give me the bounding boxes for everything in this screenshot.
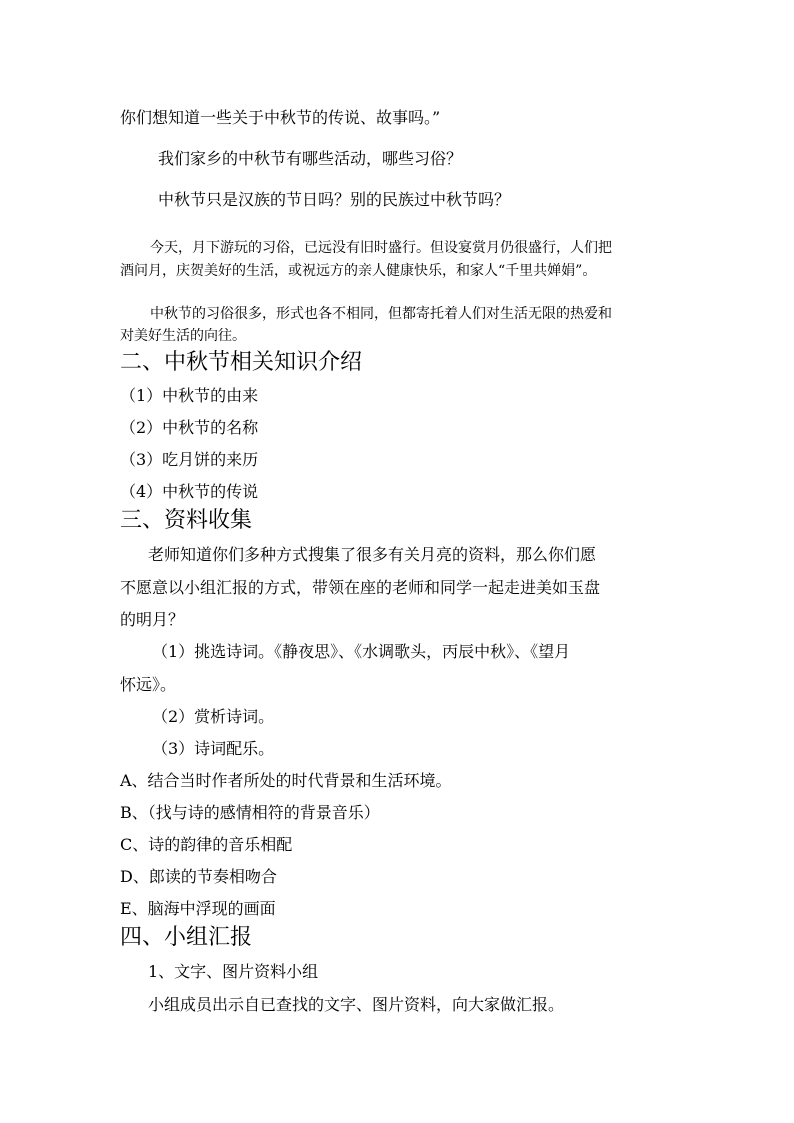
section-4-heading: 四、小组汇报 [120,925,253,950]
section-3-paragraph-line-2: 不愿意以小组汇报的方式，带领在座的老师和同学一起走进美如玉盘 [120,578,601,597]
section-2-item: （4）中秋节的传说 [120,482,259,501]
step-3: （3）诗词配乐。 [152,739,275,758]
section-3-paragraph-line-1: 老师知道你们多种方式搜集了很多有关月亮的资料，那么你们愿 [148,545,597,564]
paragraph-2-line-2: 对美好生活的向往。 [120,328,246,344]
paragraph-1-line-1: 今天，月下游玩的习俗，已远没有旧时盛行。但设宴赏月仍很盛行，人们把 [150,240,612,256]
intro-line: 你们想知道一些关于中秋节的传说、故事吗。” [120,108,441,127]
paragraph-2-line-1: 中秋节的习俗很多，形式也各不相同，但都寄托着人们对生活无限的热爱和 [150,306,612,322]
section-4-text: 小组成员出示自已查找的文字、图片资料，向大家做汇报。 [148,995,565,1014]
section-2-item: （2）中秋节的名称 [120,418,259,437]
option-b: B、（找与诗的感情相符的背景音乐） [120,803,380,822]
option-d: D、郎读的节奏相吻合 [120,867,277,886]
option-e: E、脑海中浮现的画面 [120,899,276,918]
option-c: C、诗的韵律的音乐相配 [120,835,293,854]
step-1-line-1: （1）挑选诗词。《静夜思》、《水调歌头，丙辰中秋》、《望月 [152,642,571,661]
section-2-item: （1）中秋节的由来 [120,386,259,405]
section-2-item: （3）吃月饼的来历 [120,450,259,469]
option-a: A、结合当时作者所处的时代背景和生活环境。 [120,771,452,790]
step-1-line-2: 怀远》。 [120,675,177,694]
section-3-heading: 三、资料收集 [120,508,253,533]
section-3-paragraph-line-3: 的明月？ [120,610,185,629]
question-customs: 我们家乡的中秋节有哪些活动，哪些习俗？ [158,149,463,168]
paragraph-1-line-2: 酒问月，庆贺美好的生活，或祝远方的亲人健康快乐，和家人“千里共婵娟”。 [120,263,597,279]
question-ethnic: 中秋节只是汉族的节日吗？别的民族过中秋节吗？ [158,190,511,209]
section-2-heading: 二、中秋节相关知识介绍 [120,350,363,375]
step-2: （2）赏析诗词。 [152,707,275,726]
section-4-subheading: 1、文字、图片资料小组 [148,962,319,981]
